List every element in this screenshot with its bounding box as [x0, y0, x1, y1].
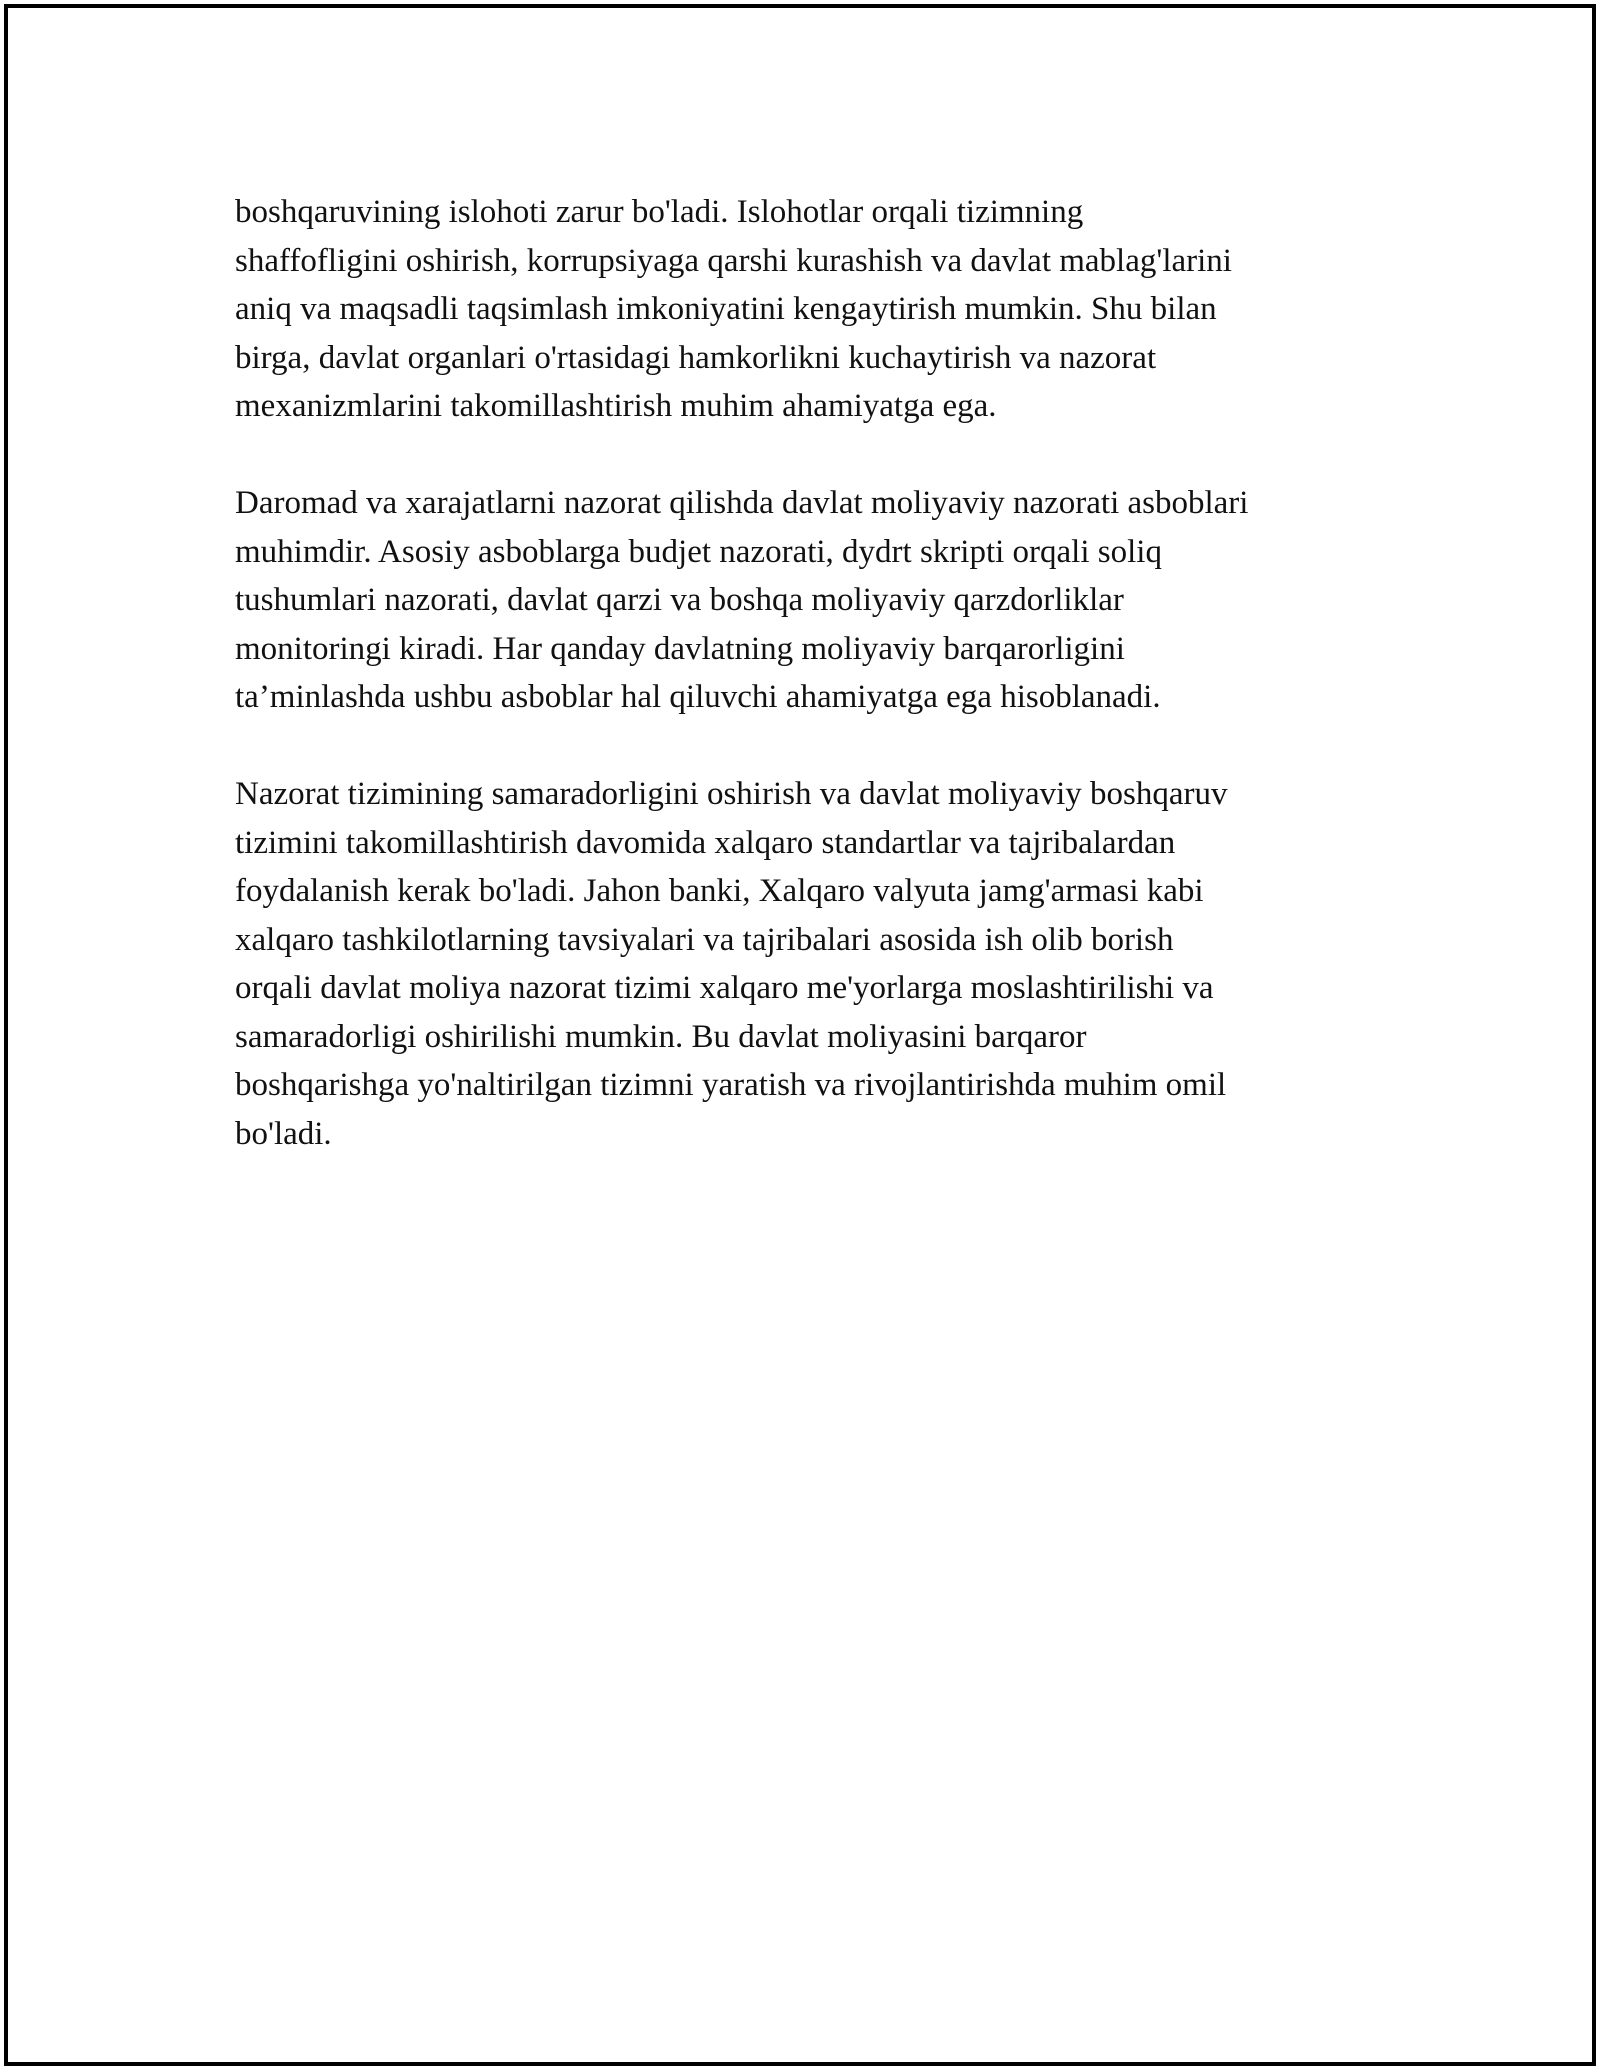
text-line: boshqarishga yo'naltirilgan tizimni yaratish va rivojlantirishda muhim omil — [235, 1067, 1227, 1103]
text-line: Daromad va xarajatlarni nazorat qilishda davlat moliyaviy nazorati asboblari — [235, 485, 1249, 521]
text-line: muhimdir. Asosiy asboblarga budjet nazorati, dydrt skripti orqali soliq — [235, 533, 1162, 570]
text-line: bo'ladi. — [235, 1115, 332, 1152]
text-line: foydalanish kerak bo'ladi. Jahon banki, Xalqaro valyuta jamg'armasi kabi — [235, 873, 1204, 909]
document-body — [235, 188, 1375, 1207]
paragraph-control-tools — [235, 479, 1375, 722]
text-line: shaffofligini oshirish, korrupsiyaga qarshi kurashish va davlat mablag'larini — [235, 242, 1232, 279]
text-line: Nazorat tizimining samaradorligini oshirish va davlat moliyaviy boshqaruv — [235, 776, 1228, 812]
text-line: xalqaro tashkilotlarning tavsiyalari va tajribalari asosida ish olib borish — [235, 921, 1174, 958]
paragraph-international-standards — [235, 770, 1375, 1158]
text-line: aniq va maqsadli taqsimlash imkoniyatini kengaytirish mumkin. Shu bilan — [235, 291, 1217, 327]
paragraph-reform — [235, 188, 1375, 431]
text-line: samaradorligi oshirilishi mumkin. Bu davlat moliyasini barqaror — [235, 1018, 1087, 1055]
text-line: ta’minlashda ushbu asboblar hal qiluvchi ahamiyatga ega hisoblanadi. — [235, 679, 1161, 715]
text-line: birga, davlat organlari o'rtasidagi hamkorlikni kuchaytirish va nazorat — [235, 339, 1157, 376]
text-line: boshqaruvining islohoti zarur bo'ladi. Islohotlar orqali tizimning — [235, 194, 1084, 230]
text-line: orqali davlat moliya nazorat tizimi xalqaro me'yorlarga moslashtirilishi va — [235, 970, 1214, 1006]
text-line: tizimini takomillashtirish davomida xalqaro standartlar va tajribalardan — [235, 824, 1176, 861]
text-line: tushumlari nazorati, davlat qarzi va boshqa moliyaviy qarzdorliklar — [235, 582, 1124, 618]
text-line: monitoringi kiradi. Har qanday davlatning moliyaviy barqarorligini — [235, 630, 1125, 667]
text-line: mexanizmlarini takomillashtirish muhim ahamiyatga ega. — [235, 388, 997, 424]
